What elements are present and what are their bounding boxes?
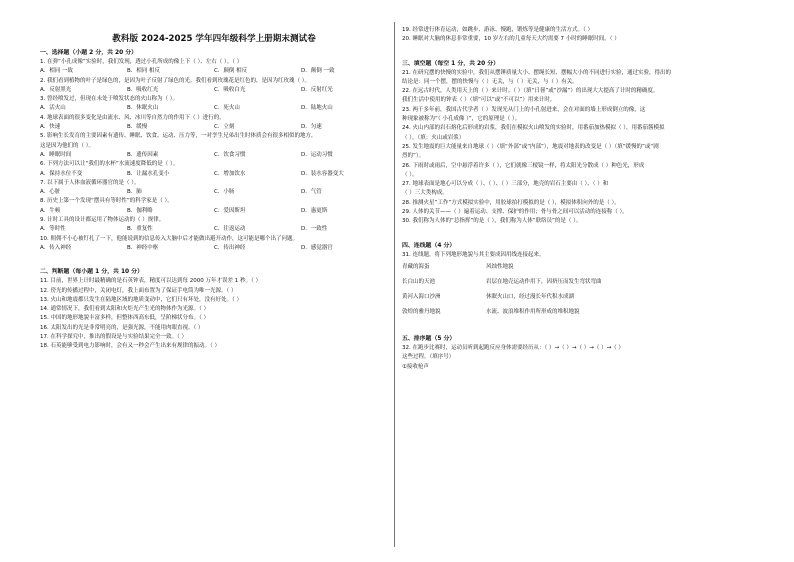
option-c: C．颠倒 相反 [214,68,248,75]
fill-27: 27. 地球表面是地心可以分成（ ）、（ ）、（ ）三部分，地壳的岩石主要由（ ）、（ ）和 [402,181,609,188]
fill-26-continued: （ ）。 [402,171,418,178]
option-c: C．往返运动 [214,226,246,233]
question-6-options [40,170,388,179]
match-right-item: 水流、波浪堆积作用所形成的堆积地貌 [486,308,580,315]
right-column [402,0,762,372]
judge-17: 17. 在科学探究中，推出的假设是与实验结果完全一致。（ ） [40,334,187,341]
question-9: 9. 计时工具的设计都运用了物体运动的（ ）规律。 [40,217,165,224]
spacer [402,320,762,332]
option-a: A．睡眠时间 [40,151,72,158]
option-d: D．气管 [301,189,322,196]
option-d: D．感觉器官 [301,244,333,251]
section-fill-heading: 三、填空题（每空 1 分，共 20 分） [402,60,500,67]
judge-15: 15. 中国的地形地貌丰富多样，但整体西高东低，呈阶梯状分布。（ ） [40,315,209,322]
fill-21-continued: 结论是：同一个摆，摆的快慢与（ ）无关，与（ ）无关，与（ ）有关。 [402,78,578,85]
option-a: A．心脏 [40,189,61,196]
option-d: D．运动习惯 [301,151,333,158]
match-right-item: 休眠火山口，经过漫长年代积水成湖 [486,293,575,300]
judge-16: 16. 太阳发出的光是非常明亮的，是强光源，不能用肉眼直视。（ ） [40,324,204,331]
judge-13: 13. 火山和地震都只发生在陆地区域的地质变动中，它们只有坏处，没有好处。（ ） [40,296,242,303]
fill-24: 24. 火山内部的岩石熔化后形成的岩浆，我们在模拟火山喷发的实验时，用番茄加热模拟（ ），用番茄酱模拟 [402,125,665,132]
option-a: A．活火山 [40,105,66,112]
order-32: 32. 在跑步比赛时，运动员听到起跑反应身体需要经历从：（ ）→（ ）→（ ）→（ ）→（ ） [402,344,624,351]
fill-23-continued: 种现象被称为“（ 小孔成像 ）”，它的原理是（ ）。 [402,116,521,123]
match-left-item: 敦煌的雅丹地貌 [402,308,441,315]
judge-18: 18. 石英能够受到电力影响时，会有又一秒会产生出来有规律的振动。（ ） [40,343,220,350]
option-a: A．相同 一致 [40,68,74,75]
option-d: D．陆地火山 [301,105,333,112]
question-8-options [40,207,388,216]
question-2: 2. 我们看到植物的叶子是绿色的，是因为叶子反射了绿色的光。我们看到玫瑰花是红色的，是因为红玫瑰（ ）。 [40,77,310,84]
fill-30: 30. 我们称为人体的“总指挥”的是（ ），我们称为人体“联络员”的是（ ）。 [402,218,582,225]
match-right-item: 岩层在地壳运动作用下，因挤压而发生弯状弯曲 [486,278,602,285]
question-10: 10. 佣佣不小心被钉扎了一下，他能说到的信息传入大脑中后才能做出避开动作，这可能是哪个出了问题。 [40,235,298,242]
fill-25: 25. 发生地震的巨大能量来自地球（ ）（填“外部”或“内部”），地震对地表的改变是（ ）（填“缓慢的”或“剧 [402,143,659,150]
fill-22-continued: 我们生活中使用的钟表（ ）（填“可以”或“不可以”）用来计时。 [402,97,556,104]
option-d: D．颠倒 一致 [301,68,335,75]
order-32-item-1: ①接收枪声 [402,363,429,370]
section-judge-heading: 二、判断题（每小题 1 分，共 10 分） [40,269,143,276]
exam-title: 教科版 2024-2025 学年四年级科学上册期末测试卷 [112,34,316,44]
left-column [40,0,388,352]
question-1-options [40,67,388,76]
fill-29: 29. 人体的关节——（ ）遍着运动、支撑、保护的作用；骨与骨之间可以活动的连接称（ ）。 [402,209,628,216]
question-2-options [40,86,388,95]
option-d: D．反射红光 [301,86,333,93]
question-3: 3. 曾经喷发过，但现在未处于喷发状态的火山称为（ ）。 [40,96,178,103]
judge-20: 20. 睡眠对大脑的休息非常重要，10 岁左右的儿童每天大约需要 7 小时的睡眠时间。（ ） [402,36,620,43]
match-left-item: 黄河入海口沙洲 [402,293,441,300]
match-right-item: 风蚀性地貌 [486,263,514,270]
judge-19: 19. 经常进行体育运动，如跳步、游泳、慢跑，锻炼等是健康的生活方式。（ ） [402,27,593,33]
question-8: 8. 历史上第一个发现“摆具有等时性”的科学家是（ ）。 [40,198,173,205]
match-row [402,305,762,320]
match-row [402,275,762,290]
option-b: B．重复性 [127,226,153,233]
option-c: C．爱因斯坦 [214,207,246,214]
question-7-options [40,188,388,197]
question-4-options [40,123,388,132]
fill-24-continued: （ ）。（填：火山或岩浆） [402,134,465,141]
option-a: A．快速 [40,124,61,131]
fill-23: 23. 两千多年前，我国古代学者（ ）发现光从门上的小孔射进来，会在对面的墙上形成倒立的像，这 [402,106,646,113]
judge-11: 11. 目前，世界上计时最精确的是石英钟表，精度可以达到每 2000 万年才误差 1 秒。（ ） [40,278,261,285]
option-c: C．增加饮水 [214,170,246,177]
option-c: C．吸收白光 [214,86,246,93]
match-left-item: 青藏的海蛋 [402,263,430,270]
spacer [402,227,762,239]
question-9-options [40,225,388,234]
option-a: A．等时性 [40,226,66,233]
option-b: B．休眠火山 [127,105,159,112]
option-c: C．死火山 [214,105,240,112]
question-1: 1. 在弹“小孔成像”实验时，我们发现，透过小孔所成的像上下（ ）、左右（ ）。（ ） [40,59,243,65]
option-b: B．神经中枢 [127,244,159,251]
section-order-heading: 五、排序题（5 分） [402,335,456,342]
option-d: D．装水容器变大 [301,170,344,177]
judge-14: 14. 通常情况下，我们看到太阳和火炬光产生光的物体作为光源。（ ） [40,306,209,313]
match-row [402,290,762,305]
spacer [402,45,762,57]
option-a: A．保持水位不变 [40,170,83,177]
option-d: D．惠更斯 [301,207,328,214]
question-5-options [40,151,388,160]
question-5-continued: 这是因为他们的（ ）。 [40,142,94,149]
fill-21: 21. 在研究摆的快慢的实验中，我们从摆锤质量大小、摆绳长短、摆幅大小的不同进行实验，通过实验，得出的 [402,69,671,76]
judge-12: 12. 傍光的传播过程中，关闭电灯，我上面布置为了保证手电筒为唯一光源。（ ） [40,287,237,294]
section-match-heading: 四、连线题（4 分） [402,242,456,249]
option-a: A．牛顿 [40,207,61,214]
spacer [40,253,388,265]
column-divider [394,22,395,547]
option-a: A．反射黑光 [40,86,72,93]
option-a: A．传入神经 [40,244,72,251]
option-c: C．小肠 [214,189,235,196]
option-b: B．相同 相反 [127,68,161,75]
fill-26: 26. 下雨时或雨后，空中悬浮着许多（ ），它们就像三棱镜一样，将太阳光分散成（ ）种色光，形成 [402,162,645,169]
option-b: B．让漏水孔变小 [127,170,170,177]
match-row [402,260,762,275]
question-7: 7. 以下属于人体血液循环器官的是（ ）。 [40,179,140,186]
fill-22: 22. 在远古时代，人类用天上的（ ）来计时。（ ）（填“日晷”或“沙漏”）的出现大大提高了计时的精确度。 [402,88,659,95]
question-5: 5. 影响生长发育的主要因素有遗传、睡眠、饮食、运动、压力等，一对孪生兄弟出生时体质会有很多相似的地方， [40,133,317,140]
option-b: B．吸收红光 [127,86,159,93]
option-c: C．传出神经 [214,244,246,251]
fill-28: 28. 推测火星“工作”方式模拟实验中，用胶球拍打模拟的是（ ），模拟体积向外的是（ ）。 [402,199,620,206]
match-31: 31. 连线题。将下列地形地貌与其主要成因用线连接起来。 [402,251,545,258]
option-c: C．饮食习惯 [214,151,246,158]
fill-27-continued: （ ）三大类构成。 [402,190,448,197]
option-d: D．一致性 [301,226,328,233]
section-choice-heading: 一、选择题（小题 2 分，共 20 分） [40,50,138,56]
option-d: D．匀速 [301,124,322,131]
option-b: B．伽利略 [127,207,153,214]
question-10-options [40,244,388,253]
option-c: C．立刻 [214,124,235,131]
option-b: B．遗传因素 [127,151,159,158]
option-b: B．肺 [127,189,142,196]
match-left-item: 长白山的天池 [402,278,436,285]
question-4: 4. 地球表面的很多变化是由流水、风、冰川等自然力的作用下（ ）进行的。 [40,114,225,121]
question-6: 6. 下列方法可以让“我们的水杯”水流速度降低的是（ ）。 [40,161,179,168]
fill-25-continued: 烈的”）。 [402,153,425,160]
question-3-options [40,104,388,113]
option-b: B．缓慢 [127,124,148,131]
order-32-continued: 这些过程。（填序号） [402,354,455,361]
